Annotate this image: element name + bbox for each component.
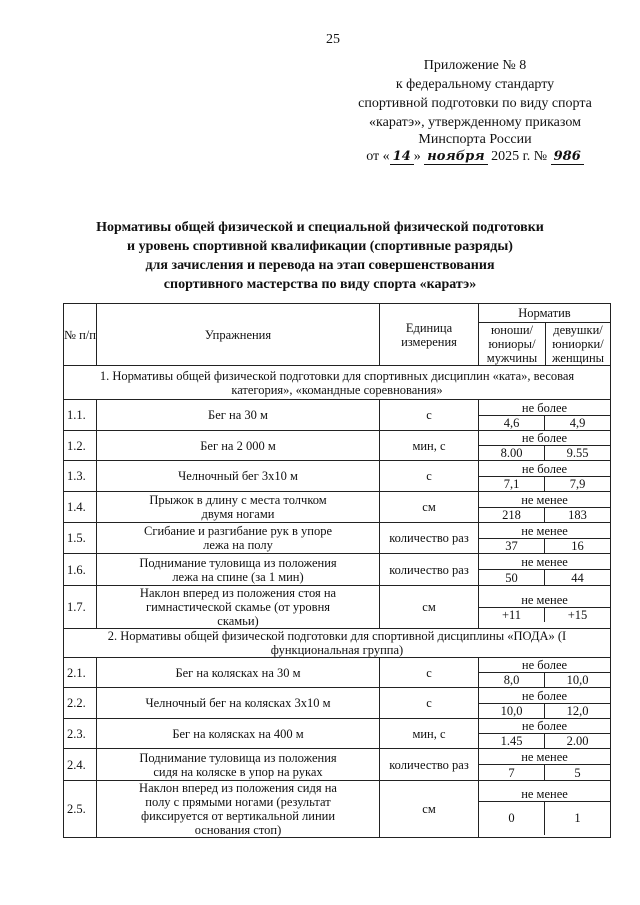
norm-condition: не менее [479,523,610,539]
header-male: юноши/ юниоры/ мужчины [479,323,546,366]
male-value: 1.45 [479,734,545,748]
row-number: 1.2. [64,431,97,461]
exercise-cell: Поднимание туловища из положения сидя на коляске в упор на руках [97,749,380,781]
row-number: 1.5. [64,523,97,554]
exercise-cell: Прыжок в длину с места толчком двумя ногами [97,492,380,523]
row-number: 1.3. [64,461,97,492]
female-value: 10,0 [566,673,589,687]
title-line: и уровень спортивной квалификации (спортивные разряды) [127,239,513,254]
norm-cell [479,781,611,838]
date-prefix: от « [366,149,390,164]
exercise-cell: Бег на колясках на 400 м [97,719,380,749]
section-title: 2. Нормативы общей физической подготовки для спортивной дисциплины «ПОДА» (I функциональная группа) [64,629,611,658]
norm-cell [479,431,611,461]
header-unit: Единица измерения [380,304,479,366]
table-row [64,688,611,719]
appendix-line: к федеральному стандарту [395,77,555,92]
title-line: Нормативы общей физической и специальной физической подготовки [96,220,544,235]
norm-condition: не более [479,719,610,734]
handwritten-day: 14 [390,150,414,165]
norm-condition: не менее [479,784,610,802]
row-number: 1.6. [64,554,97,586]
row-number: 2.1. [64,658,97,688]
norm-cell [479,688,611,719]
handwritten-order-number: 986 [551,150,584,165]
male-value: +11 [479,608,545,623]
unit-cell: мин, с [380,719,479,749]
exercise-cell: Бег на колясках на 30 м [97,658,380,688]
section-title: 1. Нормативы общей физической подготовки для спортивных дисциплин «ката», весовая категория», «командные соревнования» [64,366,611,400]
appendix-line: «каратэ», утвержденному приказом [369,115,581,130]
appendix-line: Минспорта России [418,132,532,147]
table-row [64,461,611,492]
female-value: 44 [571,571,584,585]
female-value: +15 [567,608,588,622]
norm-cell [479,554,611,586]
table-row [64,719,611,749]
table-row [64,749,611,781]
norm-cell [479,461,611,492]
unit-cell: количество раз [380,749,479,781]
appendix-line: Приложение № 8 [423,58,527,73]
header-norm: Норматив [479,304,611,323]
female-value: 1 [574,811,581,825]
norms-table [63,303,611,838]
norm-condition: не более [479,658,610,673]
date-mid: » [413,149,421,164]
unit-cell: с [380,400,479,431]
appendix-line: спортивной подготовки по виду спорта [358,96,592,111]
exercise-cell: Поднимание туловища из положения лежа на спине (за 1 мин) [97,554,380,586]
table-row [64,523,611,554]
unit-cell: с [380,461,479,492]
table-row [64,554,611,586]
male-value: 8,0 [479,673,545,687]
norm-cell [479,523,611,554]
table-row [64,781,611,838]
header-female: девушки/ юниорки/ женщины [546,323,611,366]
unit-cell: с [380,688,479,719]
norm-condition: не менее [479,554,610,570]
document-title [60,218,580,294]
page-number: 25 [326,32,340,47]
norm-condition: не менее [479,492,610,508]
male-value: 0 [479,802,545,835]
exercise-cell: Наклон вперед из положения стоя на гимнастической скамье (от уровня скамьи) [97,586,380,629]
female-value: 4,9 [569,416,586,430]
norm-cell [479,586,611,629]
female-value: 183 [568,508,587,522]
header-exercise: Упражнения [97,304,380,366]
order-date-line [330,147,620,166]
male-value: 37 [479,539,545,554]
title-line: спортивного мастерства по виду спорта «каратэ» [163,277,477,292]
female-value: 7,9 [569,477,586,491]
unit-cell: с [380,658,479,688]
female-value: 2.00 [566,734,589,748]
norm-cell [479,719,611,749]
norm-cell [479,749,611,781]
exercise-cell: Наклон вперед из положения сидя на полу с прямыми ногами (результат фиксируется от вертикальной линии основания стоп) [97,781,380,838]
norm-cell [479,400,611,431]
section-row [64,629,611,658]
row-number: 2.5. [64,781,97,838]
male-value: 7 [479,765,545,780]
row-number: 1.4. [64,492,97,523]
unit-cell: см [380,586,479,629]
male-value: 218 [479,508,545,523]
row-number: 1.7. [64,586,97,629]
female-value: 9.55 [566,446,589,460]
row-number: 2.4. [64,749,97,781]
male-value: 4,6 [479,416,545,431]
date-year: 2025 г. № [491,149,548,164]
header-num: № п/п [64,304,97,366]
table-row [64,658,611,688]
appendix-header [330,56,620,166]
norm-condition: не более [479,688,610,704]
exercise-cell: Челночный бег на колясках 3х10 м [97,688,380,719]
unit-cell: количество раз [380,523,479,554]
male-value: 10,0 [479,704,545,719]
exercise-cell: Бег на 30 м [97,400,380,431]
norm-cell [479,492,611,523]
norm-condition: не более [479,431,610,446]
unit-cell: см [380,781,479,838]
unit-cell: количество раз [380,554,479,586]
norm-condition: не более [479,461,610,477]
unit-cell: см [380,492,479,523]
female-value: 5 [574,766,581,780]
norm-cell [479,658,611,688]
male-value: 8.00 [479,446,545,460]
female-value: 12,0 [566,704,589,718]
title-line: для зачисления и перевода на этап совершенствования [145,258,495,273]
table-row [64,431,611,461]
table-row [64,586,611,629]
table-row [64,400,611,431]
unit-cell: мин, с [380,431,479,461]
row-number: 1.1. [64,400,97,431]
male-value: 50 [479,570,545,585]
handwritten-month: ноября [424,150,487,165]
section-row [64,366,611,400]
exercise-cell: Сгибание и разгибание рук в упоре лежа на полу [97,523,380,554]
exercise-cell: Бег на 2 000 м [97,431,380,461]
row-number: 2.3. [64,719,97,749]
exercise-cell: Челночный бег 3х10 м [97,461,380,492]
male-value: 7,1 [479,477,545,492]
row-number: 2.2. [64,688,97,719]
norm-condition: не менее [479,749,610,765]
norm-condition: не менее [479,592,610,608]
norm-condition: не более [479,400,610,416]
female-value: 16 [571,539,584,553]
table-row [64,492,611,523]
